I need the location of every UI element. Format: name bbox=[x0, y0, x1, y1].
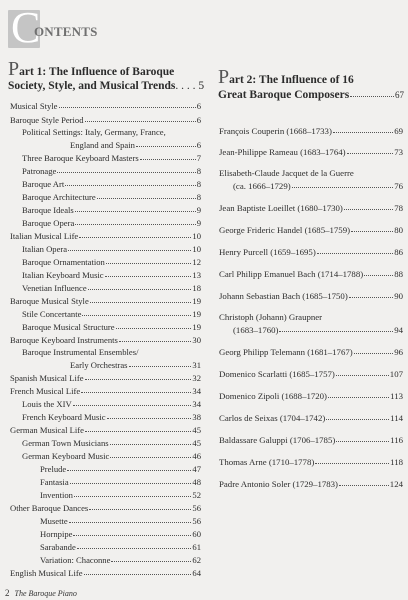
toc-entry bbox=[40, 476, 201, 488]
toc-leader-dots bbox=[85, 113, 196, 122]
toc-leader-dots bbox=[97, 190, 196, 199]
part2-drop-letter: P bbox=[218, 66, 230, 88]
toc-leader-dots bbox=[106, 255, 192, 264]
toc-leader-dots bbox=[68, 242, 191, 251]
toc-entry bbox=[219, 456, 403, 468]
toc-leader-dots bbox=[69, 514, 192, 523]
toc-leader-dots bbox=[70, 475, 192, 484]
toc-leader-dots bbox=[110, 436, 192, 445]
toc-page-number: 30 bbox=[192, 335, 201, 345]
toc-entry-line: Political Settings: Italy, Germany, France, bbox=[22, 127, 166, 137]
toc-entry bbox=[219, 290, 403, 302]
toc-entry bbox=[22, 256, 201, 268]
toc-entry bbox=[40, 528, 201, 540]
toc-leader-dots bbox=[317, 245, 393, 254]
toc-leader-dots bbox=[84, 566, 192, 575]
toc-leader-dots bbox=[279, 323, 393, 332]
toc-entry-title: Other Baroque Dances bbox=[10, 503, 89, 513]
toc-entry-title: Hornpipe bbox=[40, 529, 73, 539]
toc-leader-dots bbox=[85, 423, 191, 432]
toc-leader-dots bbox=[75, 216, 195, 225]
toc-entry-title: Italian Musical Life bbox=[10, 231, 79, 241]
toc-entry-line: Christoph (Johann) Graupner bbox=[219, 312, 323, 322]
toc-entry bbox=[22, 450, 201, 462]
part2-heading-line2: Great Baroque Composers bbox=[218, 89, 350, 101]
toc-entry bbox=[40, 554, 201, 566]
toc-leader-dots bbox=[347, 145, 394, 154]
toc-entry bbox=[22, 152, 201, 164]
toc-leader-dots bbox=[81, 384, 191, 393]
toc-entry-title: (1683–1760) bbox=[233, 325, 279, 335]
toc-page-number: 64 bbox=[192, 568, 201, 578]
toc-entry-title: Padre Antonio Soler (1729–1783) bbox=[219, 479, 338, 489]
toc-entry bbox=[22, 321, 201, 333]
toc-leader-dots bbox=[136, 138, 196, 147]
toc-page-number: 8 bbox=[196, 166, 201, 176]
toc-entry bbox=[219, 268, 403, 280]
toc-entry bbox=[22, 204, 201, 216]
toc-entry-title: Thomas Arne (1710–1778) bbox=[219, 457, 315, 467]
toc-entry-title: Louis the XIV bbox=[22, 399, 72, 409]
toc-leader-dots bbox=[59, 99, 196, 108]
toc-page-number: 10 bbox=[192, 244, 201, 254]
toc-entry bbox=[219, 346, 403, 358]
toc-entry-title: Prelude bbox=[40, 464, 67, 474]
toc-leader-dots bbox=[140, 151, 196, 160]
toc-page-number: 45 bbox=[192, 425, 201, 435]
toc-leader-dots bbox=[336, 367, 389, 376]
toc-entry-line: Baroque Instrumental Ensembles/ bbox=[22, 347, 139, 357]
toc-entry bbox=[219, 146, 403, 158]
toc-page-number: 94 bbox=[394, 325, 403, 335]
toc-page-number: 19 bbox=[192, 296, 201, 306]
toc-page-number: 12 bbox=[192, 257, 201, 267]
toc-entry-title: Henry Purcell (1659–1695) bbox=[219, 247, 316, 257]
part2-heading bbox=[218, 66, 404, 102]
toc-leader-dots bbox=[110, 449, 191, 458]
toc-leader-dots bbox=[344, 201, 393, 210]
toc-entry-title: Baroque Style Period bbox=[10, 115, 84, 125]
toc-entry bbox=[22, 308, 201, 320]
toc-entry-title: French Keyboard Music bbox=[22, 412, 106, 422]
toc-entry-title: Variation: Chaconne bbox=[40, 555, 111, 565]
part1-heading-line1: art 1: The Influence of Baroque bbox=[19, 66, 175, 78]
toc-page-number: 61 bbox=[192, 542, 201, 552]
toc-entry-title: Baroque Architecture bbox=[22, 192, 96, 202]
toc-page-number: 8 bbox=[196, 179, 201, 189]
toc-page-number: 62 bbox=[192, 555, 201, 565]
toc-entry bbox=[40, 515, 201, 527]
toc-entry bbox=[22, 437, 201, 449]
part1-heading-dots: . . . . bbox=[175, 80, 199, 92]
toc-page-number: 6 bbox=[196, 115, 201, 125]
toc-entry-title: Sarabande bbox=[40, 542, 76, 552]
toc-page-number: 34 bbox=[192, 399, 201, 409]
toc-page-number: 88 bbox=[394, 269, 403, 279]
toc-entry-title: Jean Baptiste Loeillet (1680–1730) bbox=[219, 203, 343, 213]
toc-leader-dots bbox=[57, 164, 195, 173]
toc-page-number: 118 bbox=[390, 457, 403, 467]
toc-page-number: 48 bbox=[192, 477, 201, 487]
toc-leader-dots bbox=[351, 223, 393, 232]
toc-entry bbox=[10, 100, 201, 112]
toc-page-number: 32 bbox=[192, 373, 201, 383]
toc-entry-title: Musical Style bbox=[10, 101, 58, 111]
toc-page-number: 107 bbox=[389, 369, 403, 379]
part2-heading-leader bbox=[350, 86, 394, 97]
toc-entry bbox=[10, 567, 201, 579]
part1-heading-line2: Society, Style, and Musical Trends bbox=[8, 80, 176, 92]
toc-entry bbox=[22, 269, 201, 281]
toc-page-number: 46 bbox=[192, 451, 201, 461]
part1-heading bbox=[8, 58, 205, 93]
toc-entry bbox=[233, 180, 403, 192]
toc-entry-title: Domenico Zipoli (1688–1720) bbox=[219, 391, 327, 401]
toc-page-number: 113 bbox=[390, 391, 403, 401]
footer-page-number: 2 bbox=[5, 588, 10, 598]
toc-entry bbox=[219, 125, 403, 137]
page-title: ontents bbox=[34, 20, 98, 40]
toc-entry bbox=[22, 191, 201, 203]
toc-leader-dots bbox=[339, 477, 389, 486]
toc-entry-title: Fantasia bbox=[40, 477, 69, 487]
toc-page-number: 114 bbox=[390, 413, 403, 423]
toc-entry bbox=[233, 324, 403, 336]
toc-entry-title: Carlos de Seixas (1704–1742) bbox=[219, 413, 326, 423]
toc-leader-dots bbox=[79, 229, 191, 238]
toc-entry bbox=[22, 398, 201, 410]
toc-entry-title: Baroque Musical Style bbox=[10, 296, 89, 306]
toc-entry bbox=[70, 359, 201, 371]
toc-leader-dots bbox=[74, 488, 191, 497]
toc-entry-title: Patronage bbox=[22, 166, 57, 176]
part1-drop-letter: P bbox=[8, 58, 20, 80]
toc-entry bbox=[219, 202, 403, 214]
toc-page-number: 10 bbox=[192, 231, 201, 241]
toc-entry bbox=[40, 463, 201, 475]
toc-entry bbox=[22, 165, 201, 177]
toc-entry bbox=[219, 224, 403, 236]
toc-entry bbox=[10, 502, 201, 514]
toc-entry bbox=[10, 385, 201, 397]
toc-entry bbox=[22, 411, 201, 423]
toc-page-number: 6 bbox=[196, 101, 201, 111]
toc-page-number: 116 bbox=[390, 435, 403, 445]
toc-entry-title: Invention bbox=[40, 490, 73, 500]
toc-leader-dots bbox=[116, 320, 192, 329]
toc-entry-title: (ca. 1666–1729) bbox=[233, 181, 291, 191]
toc-leader-dots bbox=[82, 307, 191, 316]
toc-entry-title: Georg Philipp Telemann (1681–1767) bbox=[219, 347, 353, 357]
toc-page-number: 19 bbox=[192, 309, 201, 319]
toc-leader-dots bbox=[354, 345, 394, 354]
toc-page-number: 19 bbox=[192, 322, 201, 332]
toc-entry bbox=[219, 478, 403, 490]
toc-page-number: 38 bbox=[192, 412, 201, 422]
toc-page-number: 56 bbox=[192, 503, 201, 513]
drop-cap-letter: C bbox=[11, 3, 41, 52]
toc-entry-title: Baroque Ideals bbox=[22, 205, 74, 215]
toc-entry-title: Three Baroque Keyboard Masters bbox=[22, 153, 139, 163]
toc-page-number: 69 bbox=[394, 126, 403, 136]
part2-heading-page: 67 bbox=[395, 90, 404, 100]
toc-leader-dots bbox=[328, 389, 389, 398]
toc-page-number: 90 bbox=[394, 291, 403, 301]
toc-leader-dots bbox=[89, 501, 191, 510]
toc-page-number: 8 bbox=[196, 192, 201, 202]
toc-entry bbox=[40, 489, 201, 501]
toc-entry bbox=[219, 368, 403, 380]
toc-leader-dots bbox=[77, 540, 192, 549]
toc-entry bbox=[10, 372, 201, 384]
toc-page-number: 9 bbox=[196, 218, 201, 228]
toc-page-number: 73 bbox=[394, 147, 403, 157]
toc-entry-title: German Keyboard Music bbox=[22, 451, 110, 461]
toc-page-number: 56 bbox=[192, 516, 201, 526]
toc-page-number: 78 bbox=[394, 203, 403, 213]
toc-page-number: 76 bbox=[394, 181, 403, 191]
toc-entry bbox=[22, 282, 201, 294]
toc-entry-title: Domenico Scarlatti (1685–1757) bbox=[219, 369, 335, 379]
toc-leader-dots bbox=[336, 433, 389, 442]
toc-entry bbox=[10, 424, 201, 436]
toc-entry bbox=[219, 390, 403, 402]
toc-page-number: 86 bbox=[394, 247, 403, 257]
toc-page-number: 31 bbox=[192, 360, 201, 370]
toc-entry-title: Italian Keyboard Music bbox=[22, 270, 104, 280]
toc-entry bbox=[40, 541, 201, 553]
toc-entry-title: Baroque Keyboard Instruments bbox=[10, 335, 118, 345]
toc-entry-title: England and Spain bbox=[70, 140, 135, 150]
toc-page-number: 13 bbox=[192, 270, 201, 280]
toc-entry-title: Baldassare Galuppi (1706–1785) bbox=[219, 435, 336, 445]
toc-leader-dots bbox=[292, 179, 394, 188]
toc-page-number: 47 bbox=[192, 464, 201, 474]
toc-leader-dots bbox=[349, 289, 393, 298]
toc-entry-title: English Musical Life bbox=[10, 568, 83, 578]
toc-entry-line: Elisabeth-Claude Jacquet de la Guerre bbox=[219, 168, 354, 178]
toc-entry bbox=[22, 217, 201, 229]
toc-entry-title: French Musical Life bbox=[10, 386, 81, 396]
toc-entry-title: Stile Concertante bbox=[22, 309, 82, 319]
toc-entry-title: Baroque Ornamentation bbox=[22, 257, 105, 267]
toc-entry bbox=[219, 246, 403, 258]
toc-leader-dots bbox=[129, 358, 192, 367]
toc-entry-title: Musette bbox=[40, 516, 68, 526]
toc-entry-title: Carl Philipp Emanuel Bach (1714–1788) bbox=[219, 269, 364, 279]
toc-entry-title: Early Orchestras bbox=[70, 360, 128, 370]
toc-leader-dots bbox=[364, 267, 393, 276]
toc-entry bbox=[10, 334, 201, 346]
toc-page-number: 7 bbox=[196, 153, 201, 163]
toc-page-number: 18 bbox=[192, 283, 201, 293]
toc-entry-title: Spanish Musical Life bbox=[10, 373, 84, 383]
toc-entry-title: Baroque Art bbox=[22, 179, 65, 189]
toc-leader-dots bbox=[315, 455, 389, 464]
toc-entry-title: German Town Musicians bbox=[22, 438, 109, 448]
part2-heading-line2-row bbox=[218, 87, 404, 102]
toc-entry-title: François Couperin (1668–1733) bbox=[219, 126, 332, 136]
toc-page-number: 34 bbox=[192, 386, 201, 396]
toc-entry bbox=[70, 139, 201, 151]
toc-leader-dots bbox=[111, 553, 191, 562]
toc-leader-dots bbox=[326, 411, 389, 420]
toc-entry-title: George Frideric Handel (1685–1759) bbox=[219, 225, 351, 235]
toc-leader-dots bbox=[90, 294, 192, 303]
toc-entry-title: Baroque Musical Structure bbox=[22, 322, 115, 332]
toc-leader-dots bbox=[85, 371, 192, 380]
toc-page-number: 9 bbox=[196, 205, 201, 215]
toc-entry-title: Jean-Philippe Rameau (1683–1764) bbox=[219, 147, 346, 157]
toc-entry-title: Baroque Opera bbox=[22, 218, 75, 228]
toc-leader-dots bbox=[75, 203, 196, 212]
toc-entry-title: Venetian Influence bbox=[22, 283, 87, 293]
toc-page-number: 80 bbox=[394, 225, 403, 235]
toc-leader-dots bbox=[67, 462, 191, 471]
footer-book-title: The Baroque Piano bbox=[14, 589, 77, 598]
toc-entry bbox=[10, 295, 201, 307]
page-footer bbox=[5, 588, 77, 598]
toc-entry bbox=[22, 243, 201, 255]
toc-entry bbox=[10, 230, 201, 242]
toc-page-number: 60 bbox=[192, 529, 201, 539]
toc-entry-title: Johann Sebastian Bach (1685–1750) bbox=[219, 291, 348, 301]
toc-entry bbox=[10, 114, 201, 126]
toc-leader-dots bbox=[333, 124, 393, 133]
toc-page-number: 52 bbox=[192, 490, 201, 500]
toc-page-number: 96 bbox=[394, 347, 403, 357]
toc-page-number: 124 bbox=[389, 479, 403, 489]
toc-entry-title: Italian Opera bbox=[22, 244, 68, 254]
toc-leader-dots bbox=[73, 527, 191, 536]
part2-heading-line1: art 2: The Influence of 16 bbox=[229, 74, 354, 86]
toc-leader-dots bbox=[88, 281, 192, 290]
toc-entry bbox=[219, 412, 403, 424]
toc-leader-dots bbox=[105, 268, 192, 277]
toc-leader-dots bbox=[119, 333, 192, 342]
part1-heading-page: 5 bbox=[198, 80, 205, 92]
toc-leader-dots bbox=[107, 410, 192, 419]
toc-entry bbox=[219, 434, 403, 446]
toc-leader-dots bbox=[73, 397, 192, 406]
toc-entry bbox=[22, 178, 201, 190]
toc-leader-dots bbox=[65, 177, 195, 186]
toc-page-number: 6 bbox=[196, 140, 201, 150]
toc-page-number: 45 bbox=[192, 438, 201, 448]
toc-entry-title: German Musical Life bbox=[10, 425, 84, 435]
